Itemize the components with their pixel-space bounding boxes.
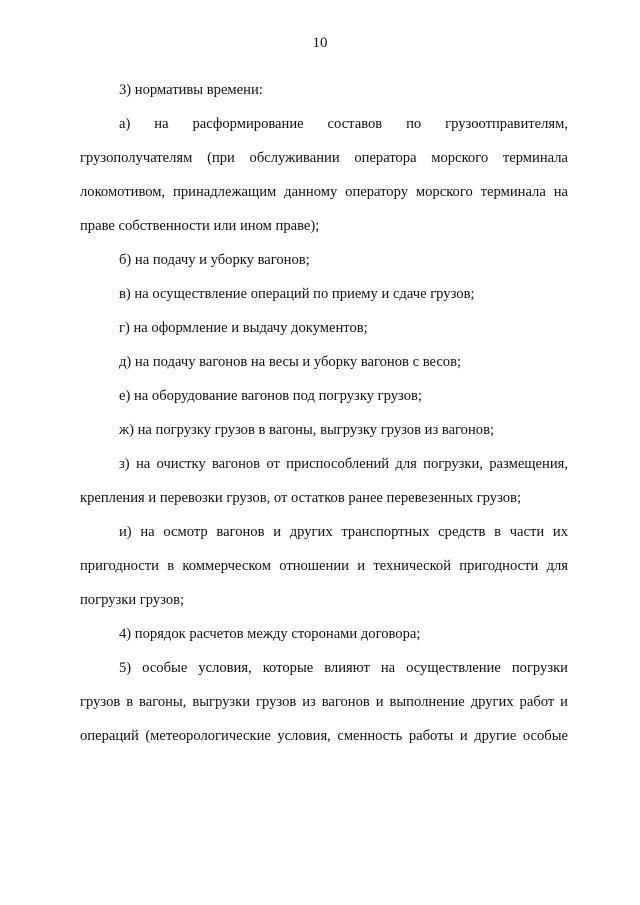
text-line: 4) порядок расчетов между сторонами договора; — [119, 626, 421, 642]
paragraph-item-3e — [80, 379, 568, 413]
text-line: грузов в вагоны, выгрузки грузов из вагонов и выполнение других работ и — [80, 694, 568, 710]
text-line: е) на оборудование вагонов под погрузку грузов; — [119, 388, 422, 404]
paragraph-item-3i — [80, 515, 568, 617]
paragraph-item-3v — [80, 277, 568, 311]
text-line: г) на оформление и выдачу документов; — [119, 320, 368, 336]
paragraph-item-3 — [80, 73, 568, 107]
text-line: 5) особые условия, которые влияют на осуществление погрузки — [119, 660, 568, 676]
text-line: д) на подачу вагонов на весы и уборку вагонов с весов; — [119, 354, 462, 370]
text-line: операций (метеорологические условия, сменность работы и другие особые — [80, 728, 568, 744]
page-number: 10 — [312, 35, 328, 51]
paragraph-item-3b — [80, 243, 568, 277]
document-body — [80, 73, 568, 753]
text-line: а) на расформирование составов по грузоотправителям, — [119, 116, 568, 132]
paragraph-item-3zh — [80, 413, 568, 447]
text-line: праве собственности или ином праве); — [80, 218, 320, 234]
text-line: в) на осуществление операций по приему и сдаче грузов; — [119, 286, 475, 302]
paragraph-item-3g — [80, 311, 568, 345]
paragraph-item-4 — [80, 617, 568, 651]
text-line: локомотивом, принадлежащим данному оператору морского терминала на — [80, 184, 568, 200]
paragraph-item-5 — [80, 651, 568, 753]
text-line: грузополучателям (при обслуживании оператора морского терминала — [80, 150, 568, 166]
text-line: пригодности в коммерческом отношении и технической пригодности для — [80, 558, 568, 574]
paragraph-item-3z — [80, 447, 568, 515]
text-line: погрузки грузов; — [80, 592, 185, 608]
text-line: ж) на погрузку грузов в вагоны, выгрузку грузов из вагонов; — [119, 422, 495, 438]
text-line: б) на подачу и уборку вагонов; — [119, 252, 310, 268]
text-line: крепления и перевозки грузов, от остатков ранее перевезенных грузов; — [80, 490, 522, 506]
text-line: 3) нормативы времени: — [119, 82, 263, 98]
paragraph-item-3a — [80, 107, 568, 243]
paragraph-item-3d — [80, 345, 568, 379]
text-line: з) на очистку вагонов от приспособлений для погрузки, размещения, — [119, 456, 568, 472]
text-line: и) на осмотр вагонов и других транспортных средств в части их — [119, 524, 568, 540]
